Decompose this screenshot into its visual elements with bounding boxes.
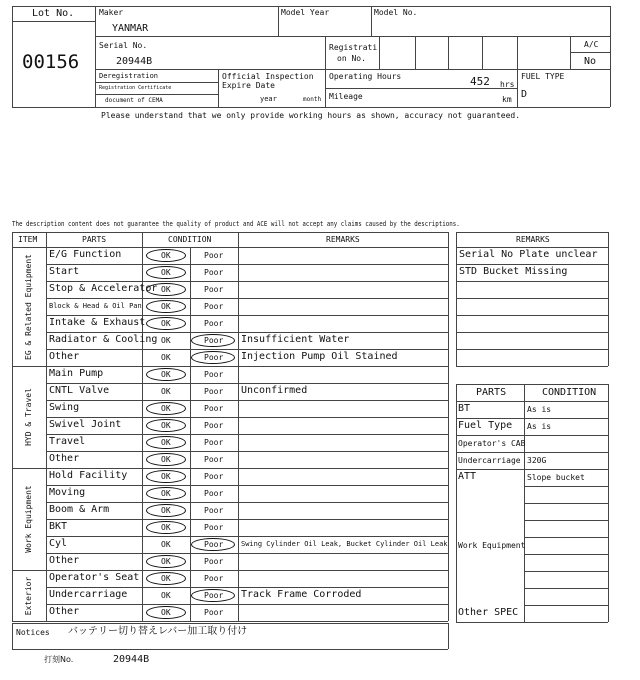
- poor-option: Poor: [204, 608, 224, 617]
- ok-option: OK: [161, 336, 171, 345]
- part-name: Swing: [49, 402, 80, 413]
- poor-option: Poor: [204, 523, 224, 532]
- condition-col-header: CONDITION: [542, 387, 597, 398]
- fuel-type-value: D: [521, 89, 528, 100]
- part-name: Travel: [49, 436, 86, 447]
- poor-option: Poor: [204, 302, 224, 311]
- col-item: ITEM: [18, 235, 38, 244]
- notices-text: バッテリー切り替えレバー加工取り付け: [68, 626, 248, 637]
- dereg-label: Deregistration: [99, 72, 159, 80]
- spec-part: Work Equipment: [458, 541, 526, 550]
- ok-selected-oval: [146, 368, 186, 381]
- col-remarks: REMARKS: [326, 235, 360, 244]
- poor-option: Poor: [204, 421, 224, 430]
- inspection-label: Official Inspection: [222, 72, 314, 81]
- notices-label: Notices: [16, 628, 50, 637]
- ok-selected-oval: [146, 521, 186, 534]
- poor-option: Poor: [204, 387, 224, 396]
- model-year-label: Model Year: [281, 8, 330, 17]
- ok-option: OK: [161, 489, 171, 498]
- poor-option: Poor: [204, 438, 224, 447]
- ok-option: OK: [161, 353, 171, 362]
- op-hours-value: 452: [470, 75, 490, 88]
- poor-option: Poor: [204, 319, 224, 328]
- part-name: Boom & Arm: [49, 504, 110, 515]
- ok-selected-oval: [146, 419, 186, 432]
- poor-option: Poor: [204, 336, 224, 345]
- ok-selected-oval: [146, 266, 186, 279]
- spec-condition: Slope bucket: [527, 473, 585, 482]
- remark-text: Track Frame Corroded: [241, 589, 362, 600]
- remark-text: Insufficient Water: [241, 334, 350, 345]
- ok-option: OK: [161, 455, 171, 464]
- year-label: year: [260, 95, 277, 103]
- maker-label: Maker: [99, 8, 124, 17]
- part-name: Hold Facility: [49, 470, 128, 481]
- serial-value: 20944B: [116, 56, 153, 67]
- stamp-label: 打刻No.: [44, 655, 74, 664]
- part-name: Cyl: [49, 538, 68, 549]
- month-label: month: [303, 96, 322, 103]
- ok-selected-oval: [146, 606, 186, 619]
- poor-selected-oval: [191, 538, 235, 551]
- spec-condition: As is: [527, 422, 552, 431]
- part-name: Undercarriage: [49, 589, 128, 600]
- ac-value: No: [584, 56, 597, 67]
- fuel-type-label: FUEL TYPE: [521, 72, 565, 81]
- spec-part: ATT: [458, 471, 477, 482]
- spec-part: Fuel Type: [458, 420, 513, 431]
- ok-option: OK: [161, 557, 171, 566]
- poor-option: Poor: [204, 404, 224, 413]
- ok-option: OK: [161, 251, 171, 260]
- group-label: EG & Related Equipment: [24, 253, 33, 360]
- ok-option: OK: [161, 591, 171, 600]
- part-name: Intake & Exhaust: [49, 317, 146, 328]
- col-condition: CONDITION: [168, 235, 212, 244]
- serial-label: Serial No.: [99, 41, 148, 50]
- spec-part: Operator's CAB: [458, 439, 526, 448]
- ok-selected-oval: [146, 317, 186, 330]
- poor-option: Poor: [204, 540, 224, 549]
- ok-option: OK: [161, 302, 171, 311]
- remark-text: Unconfirmed: [241, 385, 308, 396]
- hrs-label: hrs: [500, 80, 515, 89]
- poor-option: Poor: [204, 489, 224, 498]
- ok-option: OK: [161, 506, 171, 515]
- poor-option: Poor: [204, 285, 224, 294]
- description-disclaimer: The description content does not guarantee the quality of product and ACE will not accept any claims caused by the descriptions.: [12, 220, 460, 228]
- group-label: Work Equipment: [24, 485, 33, 553]
- ok-selected-oval: [146, 572, 186, 585]
- ok-selected-oval: [146, 555, 186, 568]
- stamp-value: 20944B: [113, 654, 150, 665]
- poor-option: Poor: [204, 574, 224, 583]
- remark-line: STD Bucket Missing: [459, 266, 568, 277]
- registration-label: Registrati: [329, 43, 378, 52]
- ok-option: OK: [161, 608, 171, 617]
- ok-selected-oval: [146, 487, 186, 500]
- part-name: Other: [49, 555, 80, 566]
- ok-option: OK: [161, 319, 171, 328]
- ok-option: OK: [161, 540, 171, 549]
- model-no-label: Model No.: [374, 8, 418, 17]
- part-name: Block & Head & Oil Pan: [49, 302, 142, 310]
- part-name: CNTL Valve: [49, 385, 110, 396]
- ok-selected-oval: [146, 249, 186, 262]
- mileage-label: Mileage: [329, 92, 363, 101]
- part-name: E/G Function: [49, 249, 122, 260]
- ok-option: OK: [161, 387, 171, 396]
- ok-option: OK: [161, 268, 171, 277]
- remark-line: Serial No Plate unclear: [459, 249, 598, 260]
- ac-label: A/C: [584, 40, 599, 49]
- spec-part: Other SPEC: [458, 607, 519, 618]
- poor-option: Poor: [204, 506, 224, 515]
- maker-value: YANMAR: [112, 23, 149, 34]
- ok-option: OK: [161, 523, 171, 532]
- part-name: Operator's Seat: [49, 572, 140, 583]
- poor-option: Poor: [204, 353, 224, 362]
- ok-selected-oval: [146, 402, 186, 415]
- poor-selected-oval: [191, 589, 235, 602]
- ok-selected-oval: [146, 504, 186, 517]
- op-hours-label: Operating Hours: [329, 72, 402, 81]
- parts-col-header: PARTS: [476, 387, 507, 398]
- lot-label: Lot No.: [32, 8, 75, 19]
- remarks-header: REMARKS: [516, 235, 550, 244]
- remark-text: Swing Cylinder Oil Leak, Bucket Cylinder Oil Leak: [241, 540, 448, 548]
- part-name: Swivel Joint: [49, 419, 122, 430]
- part-name: BKT: [49, 521, 68, 532]
- ok-option: OK: [161, 404, 171, 413]
- ok-selected-oval: [146, 453, 186, 466]
- ok-selected-oval: [146, 300, 186, 313]
- ok-selected-oval: [146, 436, 186, 449]
- reg-cert-label: Registration Certificate: [99, 85, 172, 91]
- km-label: km: [502, 95, 512, 104]
- ok-option: OK: [161, 438, 171, 447]
- part-name: Other: [49, 453, 80, 464]
- poor-option: Poor: [204, 472, 224, 481]
- spec-part: BT: [458, 403, 471, 414]
- part-name: Main Pump: [49, 368, 104, 379]
- hours-disclaimer: Please understand that we only provide working hours as shown, accuracy not guaranteed.: [101, 111, 521, 120]
- ok-option: OK: [161, 574, 171, 583]
- cema-label: document of CEMA: [105, 97, 163, 104]
- poor-option: Poor: [204, 268, 224, 277]
- ok-option: OK: [161, 421, 171, 430]
- part-name: Radiator & Cooling: [49, 334, 158, 345]
- part-name: Other: [49, 351, 80, 362]
- poor-option: Poor: [204, 370, 224, 379]
- spec-condition: 320G: [527, 456, 547, 465]
- part-name: Other: [49, 606, 80, 617]
- group-label: Exterior: [24, 576, 33, 615]
- poor-option: Poor: [204, 251, 224, 260]
- registration-label-2: on No.: [337, 54, 366, 63]
- poor-option: Poor: [204, 557, 224, 566]
- poor-selected-oval: [191, 351, 235, 364]
- poor-selected-oval: [191, 334, 235, 347]
- group-label: HYD & Travel: [24, 388, 33, 446]
- spec-part: Undercarriage: [458, 456, 521, 465]
- part-name: Start: [49, 266, 80, 277]
- inspection-label-2: Expire Date: [222, 81, 275, 90]
- part-name: Moving: [49, 487, 86, 498]
- remark-text: Injection Pump Oil Stained: [241, 351, 398, 362]
- poor-option: Poor: [204, 591, 224, 600]
- ok-option: OK: [161, 285, 171, 294]
- spec-condition: As is: [527, 405, 552, 414]
- poor-option: Poor: [204, 455, 224, 464]
- ok-option: OK: [161, 472, 171, 481]
- part-name: Stop & Accelerator: [49, 283, 158, 294]
- col-parts: PARTS: [82, 235, 107, 244]
- ok-selected-oval: [146, 283, 186, 296]
- lot-number: 00156: [22, 51, 80, 73]
- ok-selected-oval: [146, 470, 186, 483]
- ok-option: OK: [161, 370, 171, 379]
